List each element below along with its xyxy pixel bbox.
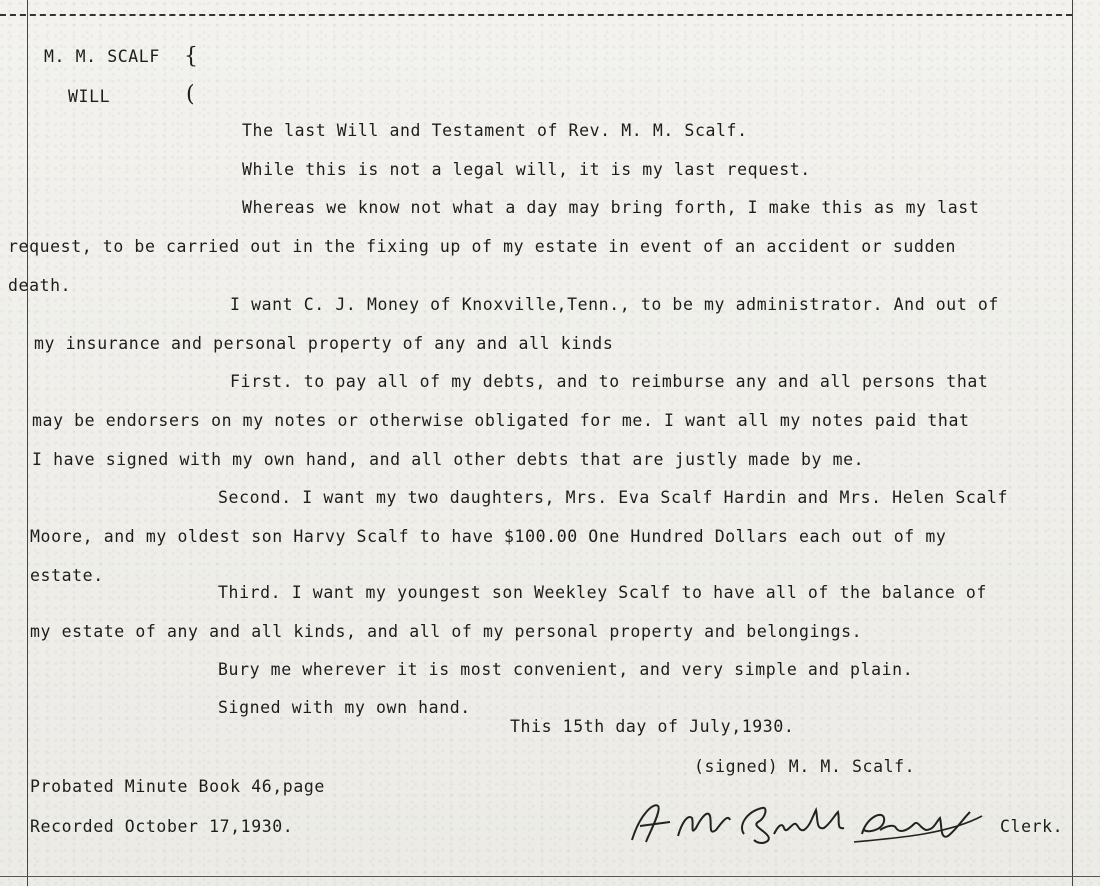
body-line-12: Moore, and my oldest son Harvy Scalf to have $100.00 One Hundred Dollars each out of my: [30, 527, 947, 546]
body-line-16: Bury me wherever it is most convenient, and very simple and plain.: [218, 660, 914, 679]
body-line-14: Third. I want my youngest son Weekley Scalf to have all of the balance of: [218, 583, 987, 602]
top-dashed-rule: [0, 14, 1072, 16]
body-line-10: I have signed with my own hand, and all other debts that are justly made by me.: [32, 450, 865, 469]
probated-line: Probated Minute Book 46,page: [30, 777, 325, 796]
clerk-label: Clerk.: [1000, 817, 1064, 836]
body-line-8: First. to pay all of my debts, and to reimburse any and all persons that: [230, 372, 989, 391]
body-line-9: may be endorsers on my notes or otherwise obligated for me. I want all my notes paid that: [32, 411, 970, 430]
header-doc-type: WILL: [68, 87, 111, 106]
body-line-17: Signed with my own hand.: [218, 698, 471, 717]
body-line-11: Second. I want my two daughters, Mrs. Eva Scalf Hardin and Mrs. Helen Scalf: [218, 488, 1009, 507]
deputy-signature: [618, 796, 990, 850]
body-line-4: request, to be carried out in the fixing up of my estate in event of an accident or sudden: [8, 237, 957, 256]
body-line-5: death.: [8, 276, 72, 295]
left-margin-rule: [27, 0, 28, 886]
bottom-rule: [0, 876, 1100, 877]
body-line-13: estate.: [30, 566, 104, 585]
body-line-6: I want C. J. Money of Knoxville,Tenn., to be my administrator. And out of: [230, 295, 999, 314]
body-line-2: While this is not a legal will, it is my last request.: [242, 160, 811, 179]
date-line: This 15th day of July,1930.: [510, 717, 795, 736]
signed-line: (signed) M. M. Scalf.: [694, 757, 916, 776]
will-title-line: The last Will and Testament of Rev. M. M. Scalf.: [242, 121, 748, 140]
body-line-15: my estate of any and all kinds, and all of my personal property and belongings.: [30, 622, 863, 641]
brace-bottom: (: [186, 82, 195, 107]
recorded-line: Recorded October 17,1930.: [30, 817, 294, 836]
body-line-7: my insurance and personal property of any and all kinds: [34, 334, 614, 353]
header-name: M. M. SCALF: [44, 47, 160, 66]
brace-top: {: [184, 44, 198, 69]
body-line-3: Whereas we know not what a day may bring forth, I make this as my last: [242, 198, 980, 217]
right-margin-rule: [1072, 0, 1073, 886]
